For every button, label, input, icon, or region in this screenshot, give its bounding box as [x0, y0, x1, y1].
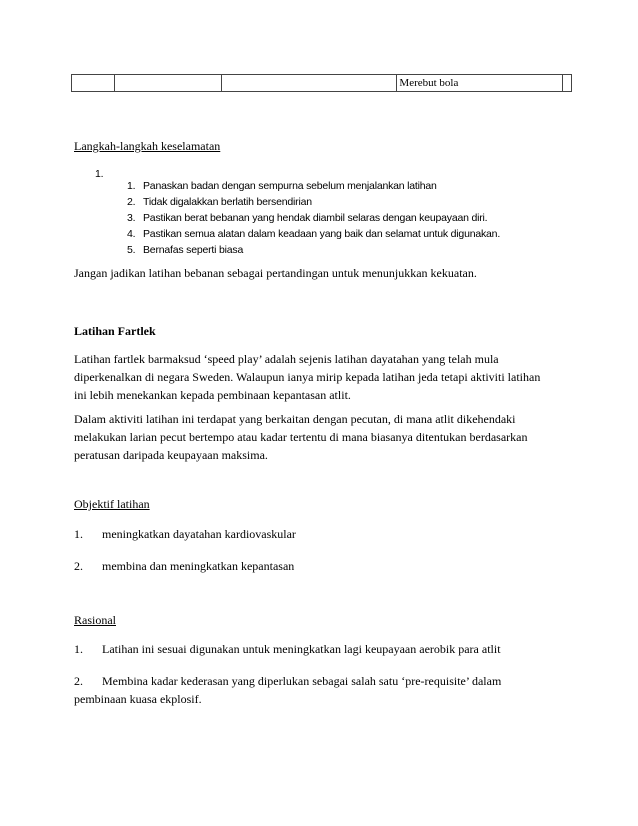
- list-item: [127, 180, 437, 192]
- safety-heading: Langkah-langkah keselamatan: [74, 139, 221, 153]
- paragraph-line: peratusan daripada keupayaan maksima.: [74, 448, 268, 462]
- outer-list-marker: 1.: [95, 168, 104, 180]
- table-row: [72, 75, 572, 92]
- list-number: 5.: [127, 244, 136, 256]
- list-number: 1.: [74, 527, 83, 541]
- rasional-heading: Rasional: [74, 613, 116, 627]
- fartlek-paragraph-1: [74, 350, 564, 404]
- table-cell: [563, 75, 572, 92]
- list-text: Bernafas seperti biasa: [143, 244, 244, 256]
- rasional-item-2-line-2: pembinaan kuasa ekplosif.: [74, 692, 202, 706]
- safety-note: Jangan jadikan latihan bebanan sebagai pertandingan untuk menunjukkan kekuatan.: [74, 266, 477, 280]
- list-item: [127, 196, 312, 208]
- table-cell: [222, 75, 397, 92]
- header-table: [71, 74, 572, 92]
- list-text: Pastikan semua alatan dalam keadaan yang baik dan selamat untuk digunakan.: [143, 228, 501, 240]
- list-number: 2.: [127, 196, 136, 208]
- table-cell: [114, 75, 222, 92]
- rasional-item-2-line-1: Membina kadar kederasan yang diperlukan sebagai salah satu ‘pre-requisite’ dalam: [102, 674, 502, 688]
- objektif-item-2: membina dan meningkatkan kepantasan: [102, 559, 295, 573]
- list-number: 4.: [127, 228, 136, 240]
- objektif-heading: Objektif latihan: [74, 497, 150, 511]
- paragraph-line: Latihan fartlek barmaksud ‘speed play’ adalah sejenis latihan dayatahan yang telah mula: [74, 352, 499, 366]
- list-number: 1.: [74, 642, 83, 656]
- list-text: Pastikan berat bebanan yang hendak diambil selaras dengan keupayaan diri.: [143, 212, 488, 224]
- paragraph-line: diperkenalkan di negara Sweden. Walaupun ianya mirip kepada latihan jeda tetapi aktiviti latihan: [74, 370, 541, 384]
- list-item: [127, 212, 487, 224]
- fartlek-heading: Latihan Fartlek: [74, 324, 156, 338]
- fartlek-paragraph-2: [74, 410, 564, 464]
- list-text: Tidak digalakkan berlatih bersendirian: [143, 196, 312, 208]
- list-text: Panaskan badan dengan sempurna sebelum menjalankan latihan: [143, 180, 437, 192]
- table-cell: Merebut bola: [397, 75, 563, 92]
- paragraph-line: ini lebih menekankan kepada pembinaan kepantasan atlit.: [74, 388, 351, 402]
- list-item: [127, 228, 500, 240]
- list-number: 2.: [74, 674, 83, 688]
- table-cell: [72, 75, 115, 92]
- objektif-item-1: meningkatkan dayatahan kardiovaskular: [102, 527, 296, 541]
- list-number: 2.: [74, 559, 83, 573]
- list-number: 3.: [127, 212, 136, 224]
- paragraph-line: Dalam aktiviti latihan ini terdapat yang berkaitan dengan pecutan, di mana atlit dikehendaki: [74, 412, 516, 426]
- list-item: [127, 244, 243, 256]
- rasional-item-1: Latihan ini sesuai digunakan untuk meningkatkan lagi keupayaan aerobik para atlit: [102, 642, 501, 656]
- list-number: 1.: [127, 180, 136, 192]
- paragraph-line: melakukan larian pecut bertempo atau kadar tertentu di mana biasanya ditentukan berdasarkan: [74, 430, 528, 444]
